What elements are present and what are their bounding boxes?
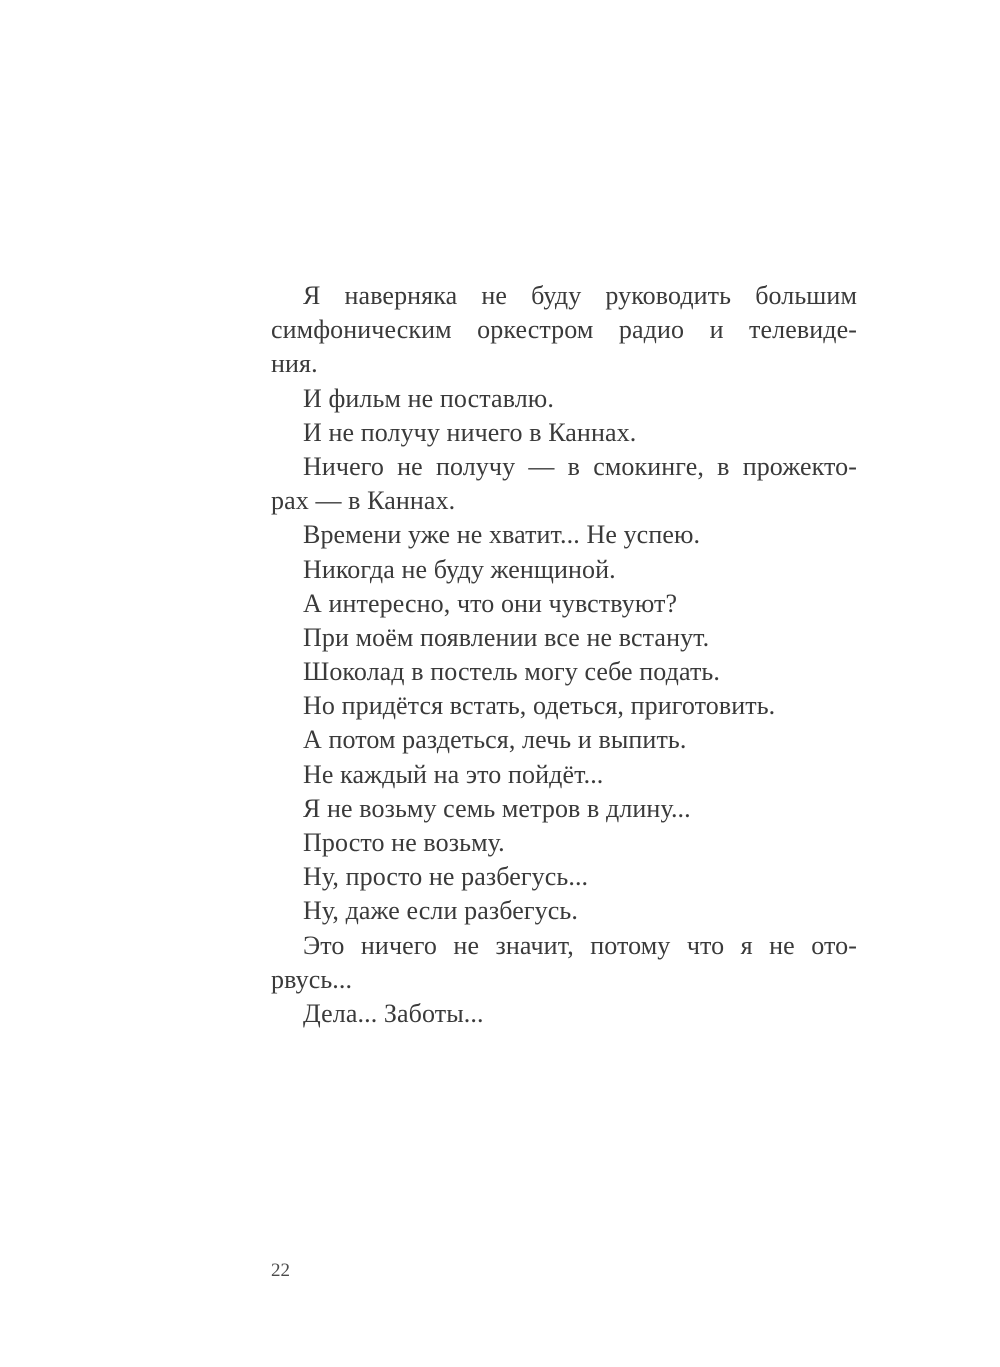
text-line: Просто не возьму.: [303, 828, 505, 857]
text-line: При моём появлении все не встанут.: [303, 622, 710, 652]
page-number: 22: [271, 1260, 290, 1281]
body-text: [271, 279, 857, 1031]
text-line: рах — в Каннах.: [271, 486, 456, 516]
text-line: Я наверняка не буду руководить большим: [303, 281, 857, 310]
text-line: Ну, просто не разбегусь...: [303, 862, 589, 892]
text-line: симфоническим оркестром радио и телевиде-: [271, 315, 857, 345]
text-line: Но придётся встать, одеться, приготовить.: [303, 691, 776, 721]
text-line: Ничего не получу — в смокинге, в прожекто-: [303, 451, 857, 481]
text-line: Никогда не буду женщиной.: [303, 554, 616, 584]
text-line: Я не возьму семь метров в длину...: [303, 793, 691, 823]
text-line: ния.: [271, 349, 318, 379]
text-line: Шоколад в постель могу себе подать.: [303, 657, 720, 687]
text-line: Не каждый на это пойдёт...: [303, 759, 604, 789]
text-line: И фильм не поставлю.: [303, 383, 554, 413]
text-line: Дела... Заботы...: [303, 998, 484, 1028]
text-line: И не получу ничего в Каннах.: [303, 417, 637, 447]
text-line: рвусь...: [271, 964, 353, 994]
text-line: А интересно, что они чувствуют?: [303, 588, 678, 618]
text-line: А потом раздеться, лечь и выпить.: [303, 725, 687, 755]
text-line: Это ничего не значит, потому что я не ото-: [303, 930, 857, 960]
text-line: Времени уже не хватит... Не успею.: [303, 520, 701, 550]
text-line: Ну, даже если разбегусь.: [303, 896, 578, 926]
